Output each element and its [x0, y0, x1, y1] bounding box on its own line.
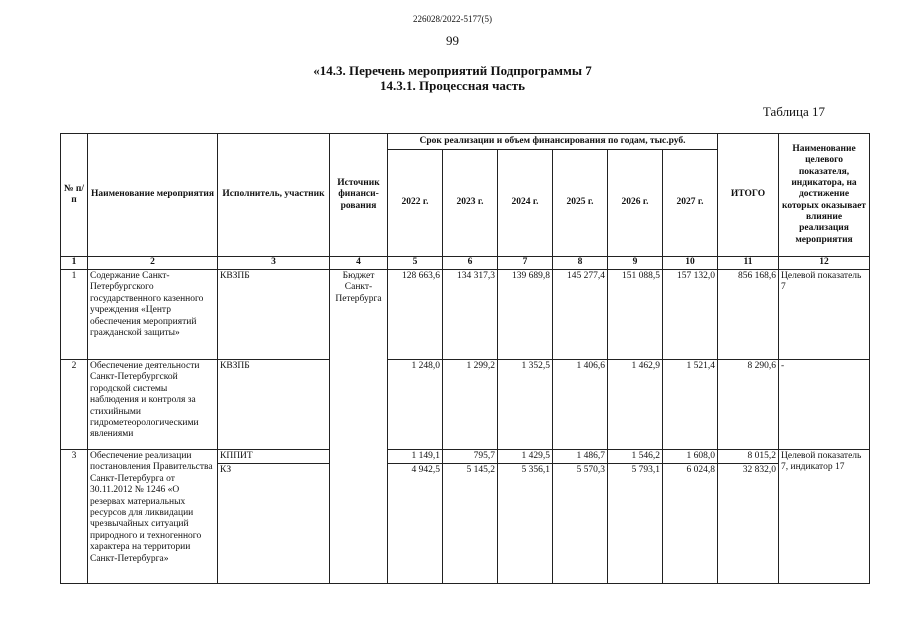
target-indicator: Целевой показатель 7, индикатор 17 — [779, 450, 870, 584]
header-indicator: Наименование целевого показателя, индикатора, на достижение которых оказывает влияние реализация мероприятия — [779, 134, 870, 257]
amount-2023: 134 317,3 — [443, 270, 498, 360]
target-indicator: - — [779, 360, 870, 450]
column-number: 8 — [553, 257, 608, 270]
executor: КВЗПБ — [218, 270, 330, 360]
header-num: № п/п — [61, 134, 88, 257]
row-number: 2 — [61, 360, 88, 450]
executor: КЗ — [218, 464, 330, 584]
column-number: 2 — [88, 257, 218, 270]
table-row — [61, 270, 870, 360]
document-id: 226028/2022-5177(5) — [413, 14, 492, 24]
row-number: 3 — [61, 450, 88, 584]
amount-2025: 1 406,6 — [553, 360, 608, 450]
table-label: Таблица 17 — [762, 104, 825, 119]
header-row — [61, 134, 870, 150]
activities-table — [60, 133, 870, 584]
header-executor: Исполнитель, участник — [218, 134, 330, 257]
amount-2022: 1 248,0 — [388, 360, 443, 450]
row-number: 1 — [61, 270, 88, 360]
amount-2024: 1 429,5 — [498, 450, 553, 464]
amount-total: 8 290,6 — [718, 360, 779, 450]
header-year-2027: 2027 г. — [663, 150, 718, 257]
column-number-row — [61, 257, 870, 270]
amount-2024: 139 689,8 — [498, 270, 553, 360]
column-number: 7 — [498, 257, 553, 270]
amount-2024: 5 356,1 — [498, 464, 553, 584]
section-title: «14.3. Перечень мероприятий Подпрограммы 7 — [313, 63, 592, 78]
amount-total: 32 832,0 — [718, 464, 779, 584]
amount-2026: 1 462,9 — [608, 360, 663, 450]
header-source: Источник финанси-рования — [330, 134, 388, 257]
header-period: Срок реализации и объем финансирования по годам, тыс.руб. — [388, 134, 718, 150]
activity-name: Обеспечение реализации постановления Правительства Санкт-Петербурга от 30.11.2012 № 1246 «О резервах материальных ресурсов для ликвидации чрезвычайных ситуаций природного и техногенного характера на территории Санкт-Петербурга» — [88, 450, 218, 584]
amount-2025: 145 277,4 — [553, 270, 608, 360]
amount-2027: 6 024,8 — [663, 464, 718, 584]
amount-2026: 1 546,2 — [608, 450, 663, 464]
amount-2026: 5 793,1 — [608, 464, 663, 584]
amount-2023: 1 299,2 — [443, 360, 498, 450]
amount-2025: 1 486,7 — [553, 450, 608, 464]
column-number: 4 — [330, 257, 388, 270]
column-number: 9 — [608, 257, 663, 270]
header-year-2022: 2022 г. — [388, 150, 443, 257]
executor: КППИТ — [218, 450, 330, 464]
column-number: 6 — [443, 257, 498, 270]
page-number: 99 — [446, 33, 459, 48]
amount-2027: 1 521,4 — [663, 360, 718, 450]
target-indicator: Целевой показатель 7 — [779, 270, 870, 360]
funding-source: Бюджет Санкт-Петербурга — [330, 270, 388, 584]
amount-2023: 795,7 — [443, 450, 498, 464]
amount-total: 856 168,6 — [718, 270, 779, 360]
amount-2022: 4 942,5 — [388, 464, 443, 584]
activity-name: Содержание Санкт-Петербургского государственного казенного учреждения «Центр обеспечения мероприятий гражданской защиты» — [88, 270, 218, 360]
column-number: 3 — [218, 257, 330, 270]
amount-2023: 5 145,2 — [443, 464, 498, 584]
column-number: 10 — [663, 257, 718, 270]
header-name: Наименование мероприятия — [88, 134, 218, 257]
table-row — [61, 360, 870, 450]
header-year-2023: 2023 г. — [443, 150, 498, 257]
activity-name: Обеспечение деятельности Санкт-Петербургской городской системы наблюдения и контроля за стихийными гидрометеорологическими явлениями — [88, 360, 218, 450]
column-number: 5 — [388, 257, 443, 270]
header-year-2024: 2024 г. — [498, 150, 553, 257]
table-row — [61, 450, 870, 464]
header-year-2025: 2025 г. — [553, 150, 608, 257]
subsection-title: 14.3.1. Процессная часть — [380, 78, 525, 93]
amount-2022: 128 663,6 — [388, 270, 443, 360]
amount-2026: 151 088,5 — [608, 270, 663, 360]
amount-total: 8 015,2 — [718, 450, 779, 464]
amount-2027: 157 132,0 — [663, 270, 718, 360]
column-number: 11 — [718, 257, 779, 270]
executor: КВЗПБ — [218, 360, 330, 450]
column-number: 1 — [61, 257, 88, 270]
column-number: 12 — [779, 257, 870, 270]
amount-2024: 1 352,5 — [498, 360, 553, 450]
header-year-2026: 2026 г. — [608, 150, 663, 257]
amount-2022: 1 149,1 — [388, 450, 443, 464]
header-total: ИТОГО — [718, 134, 779, 257]
amount-2025: 5 570,3 — [553, 464, 608, 584]
amount-2027: 1 608,0 — [663, 450, 718, 464]
